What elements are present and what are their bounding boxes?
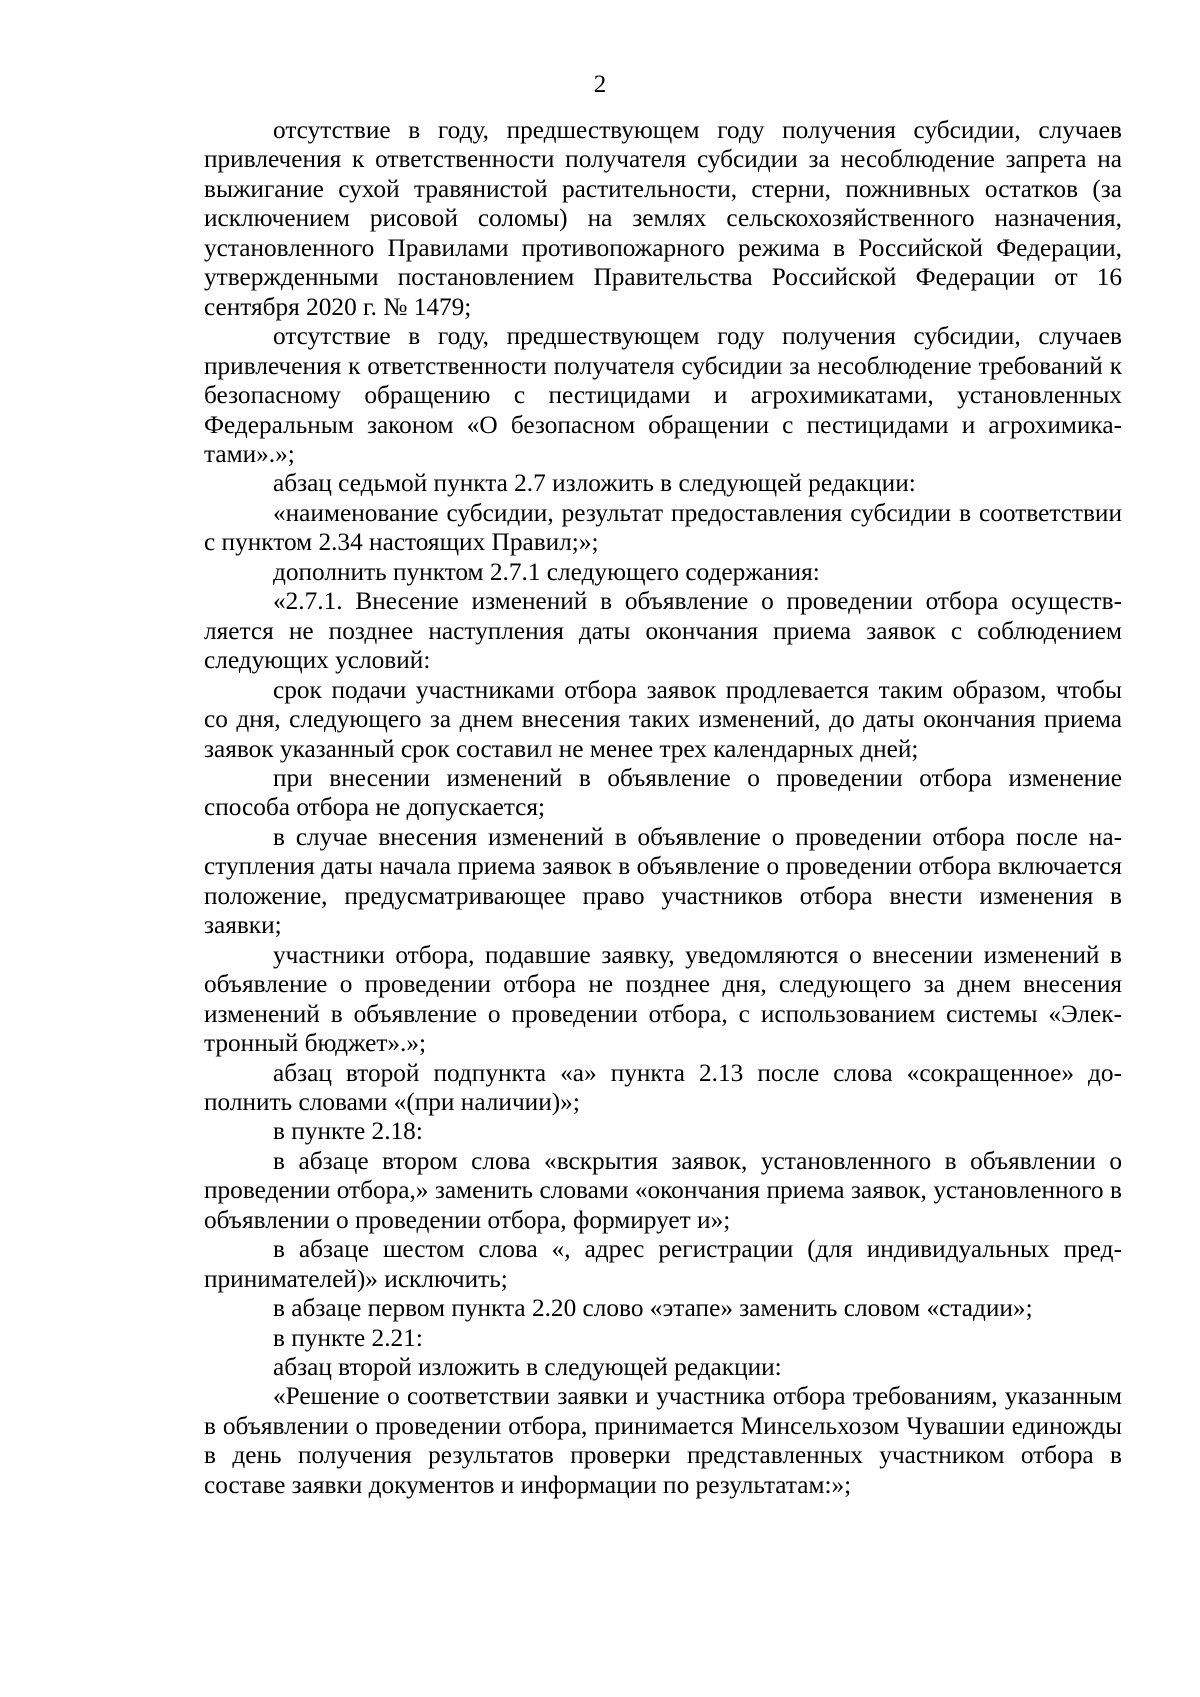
paragraph: в случае внесения изменений в объявление о проведении отбора после наступления даты начала приема заявок в объявление о проведении отбора включается положение, предусматривающее право участников отбора внести изменения в заявки; [204,822,1122,940]
paragraph: в пункте 2.21: [273,1323,423,1352]
paragraph: в абзаце втором слова «вскрытия заявок, установленного в объявлении о проведении отбора,» заменить словами «окончания приема заявок, установленного в объявлении о проведении отбора, формирует и»; [204,1146,1122,1234]
paragraph: «Решение о соответствии заявки и участника отбора требованиям, указанным в объявлении о проведении отбора, принимается Минсельхозом Чувашии единожды в день получения результатов проверки представленных участником отбора в составе заявки документов и информации по результатам:»; [204,1382,1122,1499]
paragraph: отсутствие в году, предшествующем году получения субсидии, случаев привлечения к ответственности получателя субсидии за несоблюдение требований к безопасному обращению с пестицидами и агрохимикатами, установленных Федеральным законом «О безопасном обращении с пестицидами и агрохимикатами».»; [204,322,1122,468]
paragraph: абзац второй изложить в следующей редакции: [273,1353,782,1382]
page-number: 2 [593,71,607,98]
paragraph: «наименование субсидии, результат предоставления субсидии в соответствии с пунктом 2.34 настоящих Правил;»; [204,498,1122,557]
paragraph: дополнить пунктом 2.7.1 следующего содержания: [273,557,820,586]
paragraph: в абзаце шестом слова «, адрес регистрации (для индивидуальных предпринимателей)» исключить; [204,1235,1122,1293]
paragraph: срок подачи участниками отбора заявок продлевается таким образом, чтобы со дня, следующего за днем внесения таких изменений, до даты окончания приема заявок указанный срок составил не менее трех календарных дней; [204,675,1122,763]
paragraph: в абзаце первом пункта 2.20 слово «этапе» заменить словом «стадии»; [273,1294,1033,1323]
paragraph: отсутствие в году, предшествующем году получения субсидии, случаев привлечения к ответственности получателя субсидии за несоблюдение запрета на выжигание сухой травянистой растительности, стерни, пожнивных остатков (за исключением рисовой соломы) на землях сельскохозяйственного назначения, установленного Правилами противопожарного режима в Российской Федерации, утвержденными постановлением Правительства Российской Федерации от 16 сентября 2020 г. № 1479; [204,116,1122,321]
document-body [204,116,1122,1500]
paragraph: абзац второй подпункта «а» пункта 2.13 после слова «сокращенное» дополнить словами «(при наличии)»; [204,1058,1122,1116]
paragraph: участники отбора, подавшие заявку, уведомляются о внесении изменений в объявление о проведении отбора не позднее дня, следующего за днем внесения изменений в объявление о проведении отбора, с использованием системы «Электронный бюджет».»; [204,940,1122,1058]
paragraph: в пункте 2.18: [273,1117,423,1146]
paragraph: абзац седьмой пункта 2.7 изложить в следующей редакции: [273,469,916,498]
paragraph: «2.7.1. Внесение изменений в объявление о проведении отбора осуществляется не позднее наступления даты окончания приема заявок с соблюдением следующих условий: [204,587,1122,675]
paragraph: при внесении изменений в объявление о проведении отбора изменение способа отбора не допускается; [204,763,1122,822]
